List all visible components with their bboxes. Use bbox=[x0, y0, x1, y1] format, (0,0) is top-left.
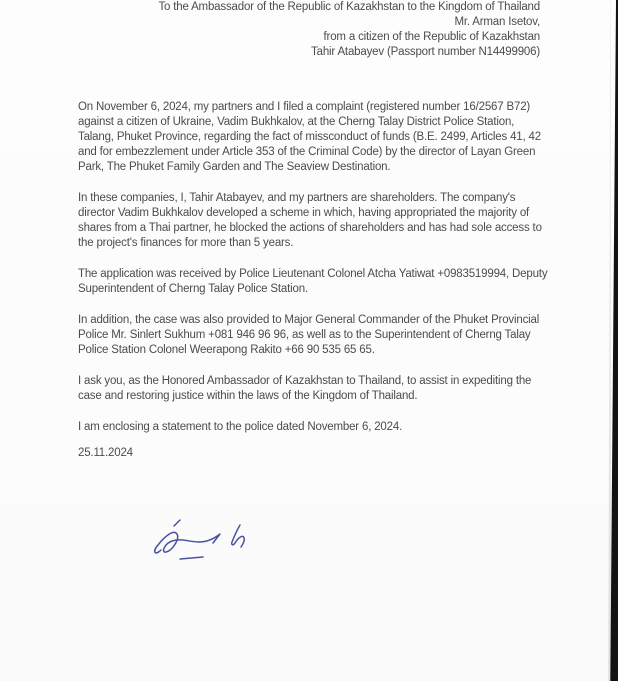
text-line: Police Station Colonel Weerapong Rakito +66 90 535 65 65. bbox=[78, 344, 375, 356]
letter-body bbox=[78, 100, 548, 435]
paragraph-enclosure bbox=[78, 420, 540, 435]
paragraph-request bbox=[78, 374, 540, 404]
text-line: and for embezzlement under Article 353 of the Criminal Code) by the director of Layan Green bbox=[78, 146, 536, 158]
text-line: the project's finances for more than 5 years. bbox=[78, 237, 294, 249]
paragraph-shareholders bbox=[78, 191, 540, 251]
text-line: director Vadim Bukhkalov developed a scheme in which, having appropriated the majority of bbox=[78, 207, 530, 219]
recipient-block bbox=[78, 0, 540, 60]
signature-main-stroke bbox=[155, 532, 220, 553]
signature-accent-stroke bbox=[174, 520, 180, 526]
letter-date: 25.11.2024 bbox=[78, 447, 133, 459]
text-line: Police Mr. Sinlert Sukhum +081 946 96 96, as well as to the Superintendent of Cherng Talay bbox=[78, 329, 531, 341]
text-line: In addition, the case was also provided to Major General Commander of the Phuket Provincial bbox=[78, 314, 540, 326]
text-line: from a citizen of the Republic of Kazakhstan bbox=[323, 31, 540, 43]
text-line: I ask you, as the Honored Ambassador of Kazakhstan to Thailand, to assist in expediting the bbox=[78, 375, 532, 387]
text-line: against a citizen of Ukraine, Vadim Bukhkalov, at the Cherng Talay District Police Station, bbox=[78, 116, 515, 128]
paragraph-case-provided bbox=[78, 313, 540, 358]
text-line: The application was received by Police Lieutenant Colonel Atcha Yatiwat +0983519994, Deputy bbox=[78, 268, 548, 280]
text-line: Mr. Arman Isetov, bbox=[454, 16, 540, 28]
text-line: I am enclosing a statement to the police dated November 6, 2024. bbox=[78, 421, 403, 433]
signature-underline-stroke bbox=[180, 557, 203, 559]
signature-handwriting bbox=[150, 516, 270, 574]
text-line: case and restoring justice within the laws of the Kingdom of Thailand. bbox=[78, 390, 418, 402]
text-line: Talang, Phuket Province, regarding the fact of missconduct of funds (B.E. 2499, Articles 41, 42 bbox=[78, 131, 541, 143]
letter-content bbox=[78, 0, 548, 461]
text-line: On November 6, 2024, my partners and I filed a complaint (registered number 16/2567 B72) bbox=[78, 101, 531, 113]
paragraph-complaint-filed bbox=[78, 100, 540, 175]
scan-edge-shadow bbox=[607, 0, 611, 681]
text-line: Park, The Phuket Family Garden and The Seaview Destination. bbox=[78, 161, 391, 173]
text-line: In these companies, I, Tahir Atabayev, and my partners are shareholders. The company's bbox=[78, 192, 516, 204]
paragraph-application-received bbox=[78, 267, 548, 297]
text-line: Tahir Atabayev (Passport number N14499906) bbox=[311, 46, 540, 58]
signature-h-stroke bbox=[232, 525, 245, 547]
text-line: To the Ambassador of the Republic of Kazakhstan to the Kingdom of Thailand bbox=[158, 1, 540, 13]
text-line: Superintendent of Cherng Talay Police Station. bbox=[78, 283, 308, 295]
text-line: shares from a Thai partner, he blocked the actions of shareholders and has had sole access to bbox=[78, 222, 542, 234]
